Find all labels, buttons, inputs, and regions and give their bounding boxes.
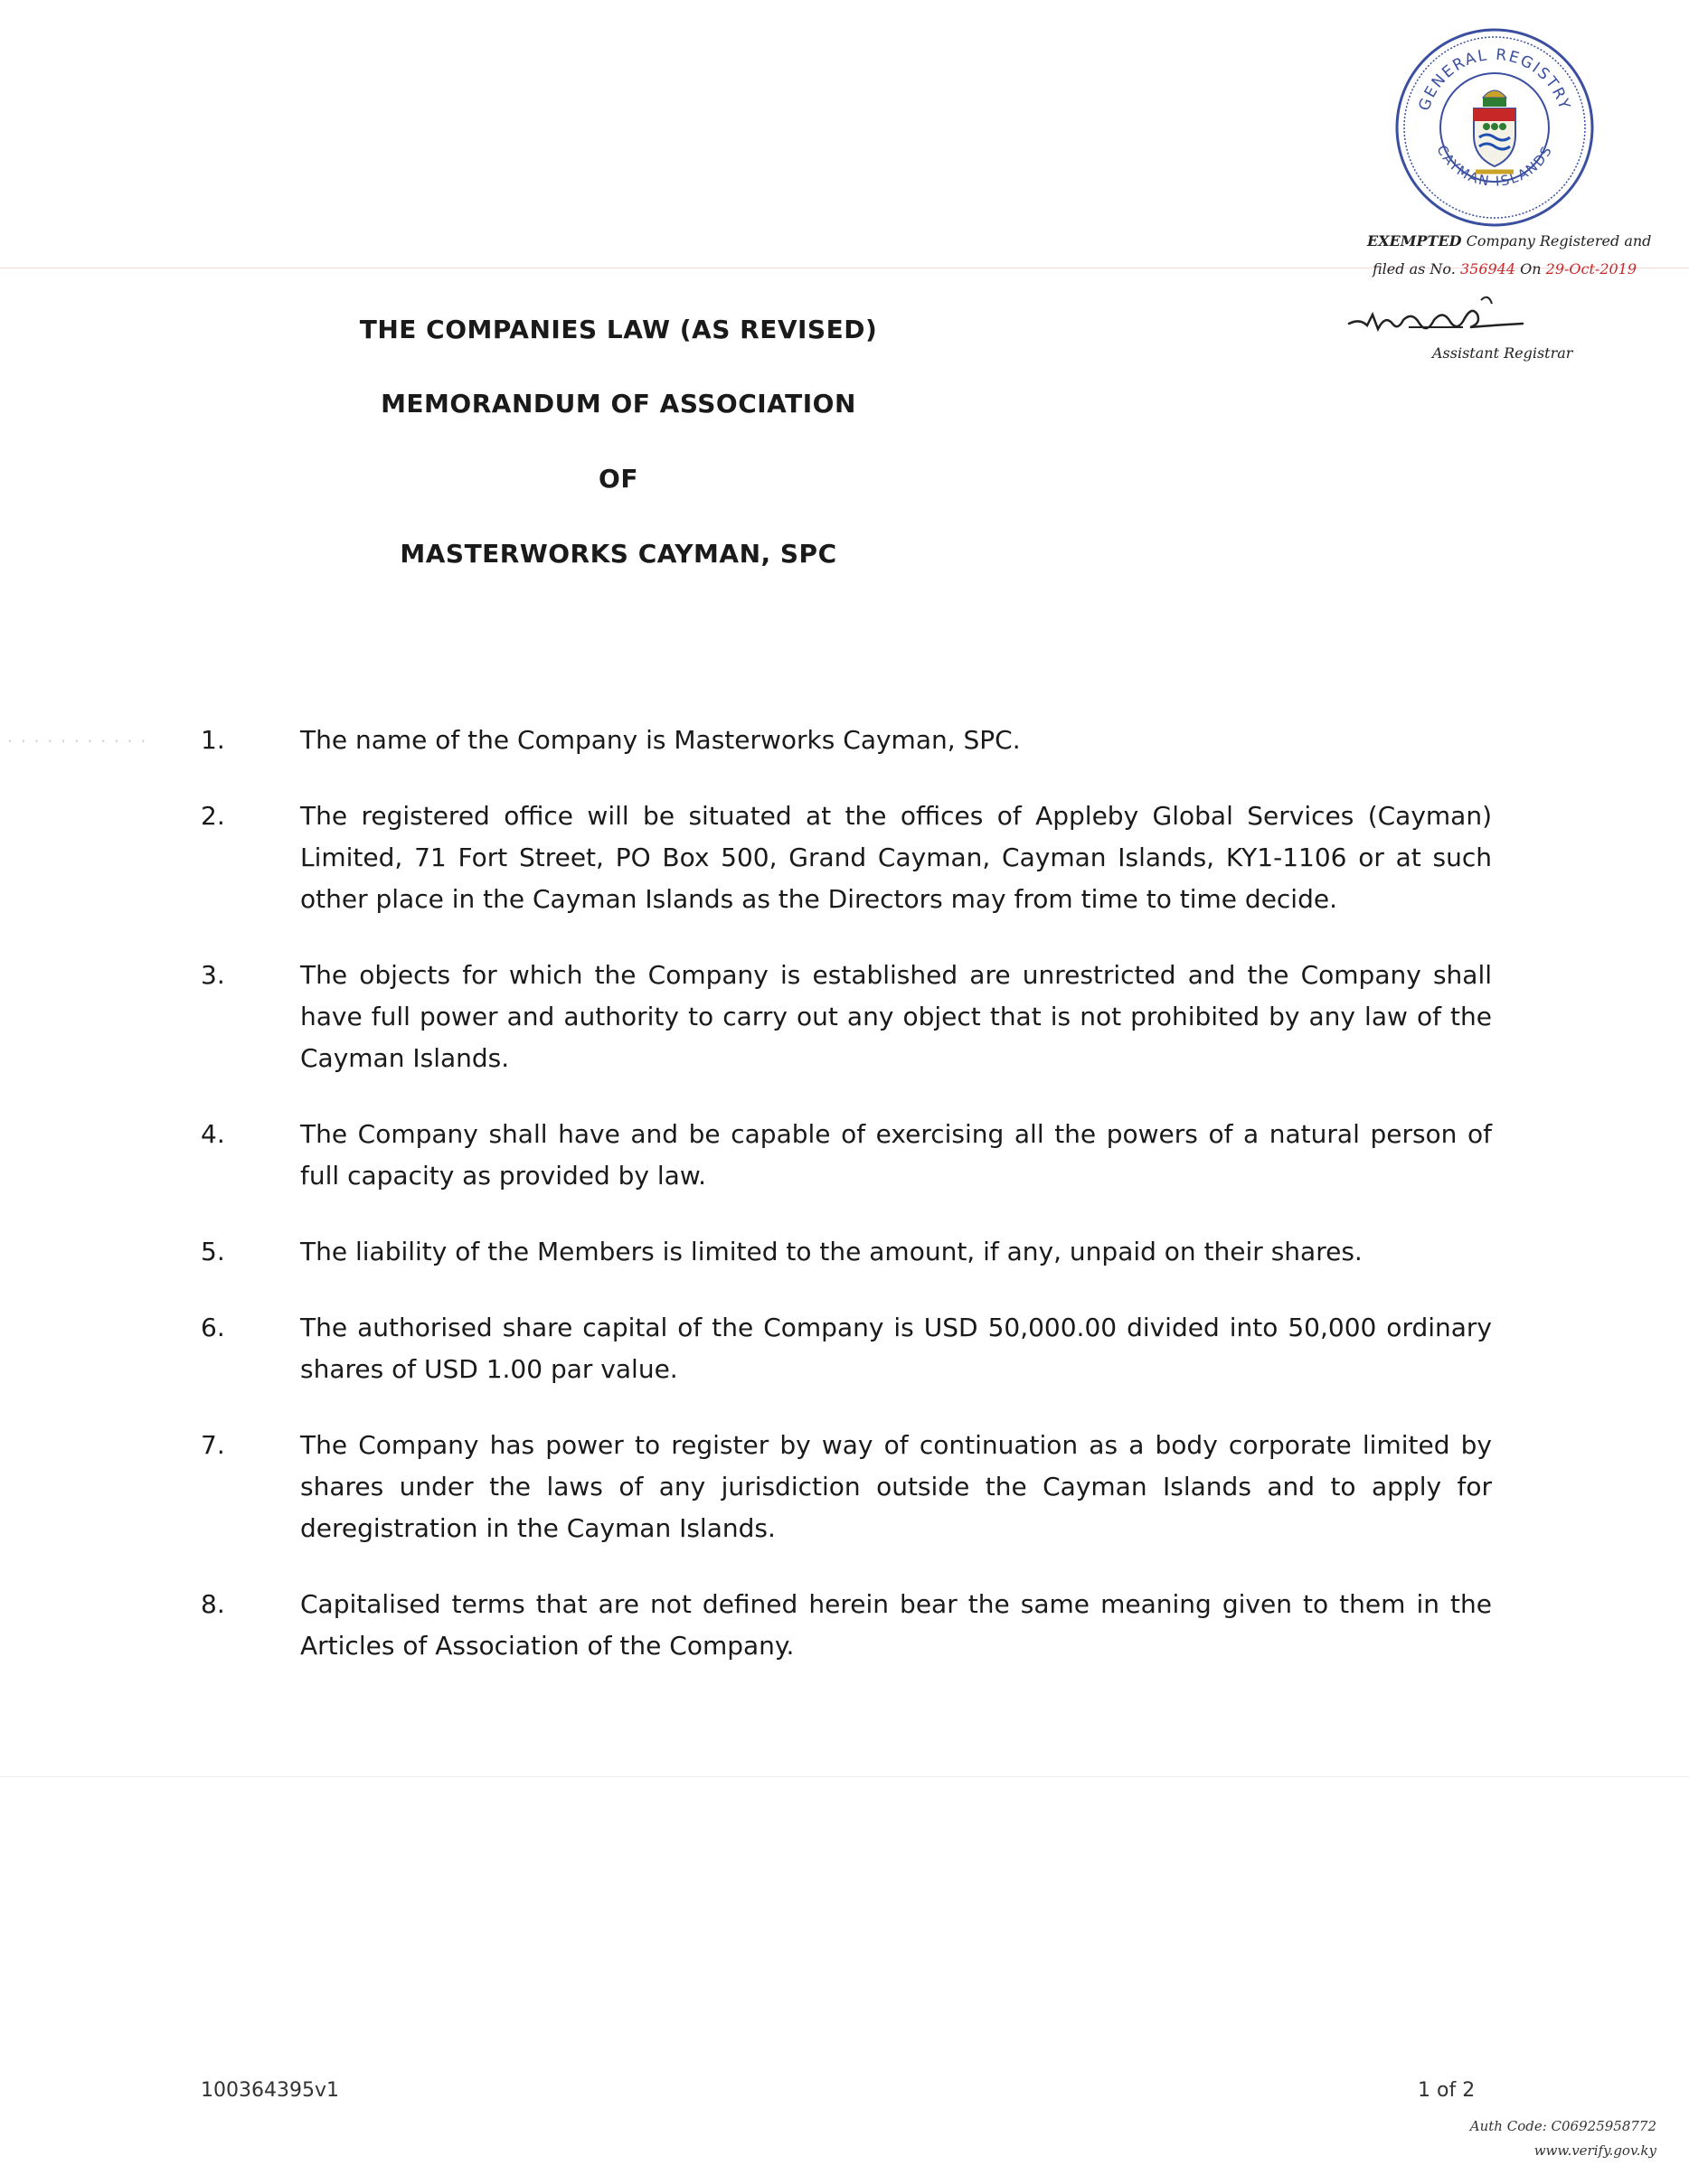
stamp-exempted-label: EXEMPTED	[1367, 232, 1462, 249]
clause-number: 1.	[201, 725, 225, 755]
clause-item	[201, 955, 1492, 1079]
clause-item	[201, 1307, 1492, 1390]
scan-artifact-line	[0, 1776, 1689, 1777]
company-name-heading: MASTERWORKS CAYMAN, SPC	[400, 539, 837, 569]
clause-list	[201, 720, 1492, 1701]
clause-number: 2.	[201, 801, 225, 831]
clause-text: The registered office will be situated at the offices of Appleby Global Services (Cayman) Limited, 71 Fort Street, PO Box 500, Grand Cayman, Cayman Islands, KY1-1106 or at such other place in the Cayman Islands as the Directors may from time to time decide.	[300, 801, 1492, 914]
clause-number: 6.	[201, 1313, 225, 1342]
page-number: 1 of 2	[1418, 2079, 1476, 2102]
of-heading: OF	[599, 464, 638, 494]
seal-top-text: GENERAL REGISTRY	[1415, 45, 1574, 114]
registry-seal-icon	[1392, 25, 1597, 230]
registration-date: 29-Oct-2019	[1545, 260, 1637, 278]
document-reference: 100364395v1	[201, 2079, 339, 2102]
stamp-filing-line	[1373, 260, 1637, 278]
clause-item	[201, 720, 1492, 761]
clause-text: Capitalised terms that are not defined herein bear the same meaning given to them in the Articles of Association of the Company.	[300, 1589, 1492, 1661]
clause-number: 4.	[201, 1119, 225, 1149]
clause-text: The Company has power to register by way of continuation as a body corporate limited by shares under the laws of any jurisdiction outside the Cayman Islands and to apply for deregistration in the Cayman Islands.	[300, 1430, 1492, 1543]
clause-number: 8.	[201, 1589, 225, 1619]
clause-item	[201, 1584, 1492, 1667]
document-type-heading: MEMORANDUM OF ASSOCIATION	[381, 389, 856, 419]
clause-number: 5.	[201, 1237, 225, 1266]
clause-text: The liability of the Members is limited to the amount, if any, unpaid on their shares.	[300, 1237, 1363, 1266]
stamp-on-label: On	[1520, 260, 1542, 278]
law-heading: THE COMPANIES LAW (AS REVISED)	[359, 315, 878, 344]
clause-item	[201, 1231, 1492, 1273]
clause-text: The objects for which the Company is established are unrestricted and the Company shall have full power and authority to carry out any object that is not prohibited by any law of the Cayman Islands.	[300, 960, 1492, 1073]
company-number: 356944	[1459, 260, 1516, 278]
clause-number: 3.	[201, 960, 225, 990]
clause-item	[201, 1425, 1492, 1549]
verify-url: www.verify.gov.ky	[1533, 2142, 1656, 2159]
seal-bottom-text: CAYMAN ISLANDS	[1433, 142, 1556, 190]
signer-role: Assistant Registrar	[1432, 344, 1573, 362]
clause-number: 7.	[201, 1430, 225, 1460]
clause-item	[201, 795, 1492, 920]
clause-item	[201, 1114, 1492, 1197]
bleed-through-text: · · · · · · · · · · ·	[7, 730, 147, 752]
clause-text: The name of the Company is Masterworks Cayman, SPC.	[300, 725, 1021, 755]
clause-text: The authorised share capital of the Company is USD 50,000.00 divided into 50,000 ordinary shares of USD 1.00 par value.	[300, 1313, 1492, 1384]
stamp-filed-prefix: filed as No.	[1373, 260, 1456, 278]
clause-text: The Company shall have and be capable of exercising all the powers of a natural person of full capacity as provided by law.	[300, 1119, 1492, 1191]
stamp-registration-line	[1367, 232, 1651, 249]
auth-code: Auth Code: C06925958772	[1469, 2118, 1656, 2134]
stamp-registered-text: Company Registered and	[1466, 232, 1652, 249]
